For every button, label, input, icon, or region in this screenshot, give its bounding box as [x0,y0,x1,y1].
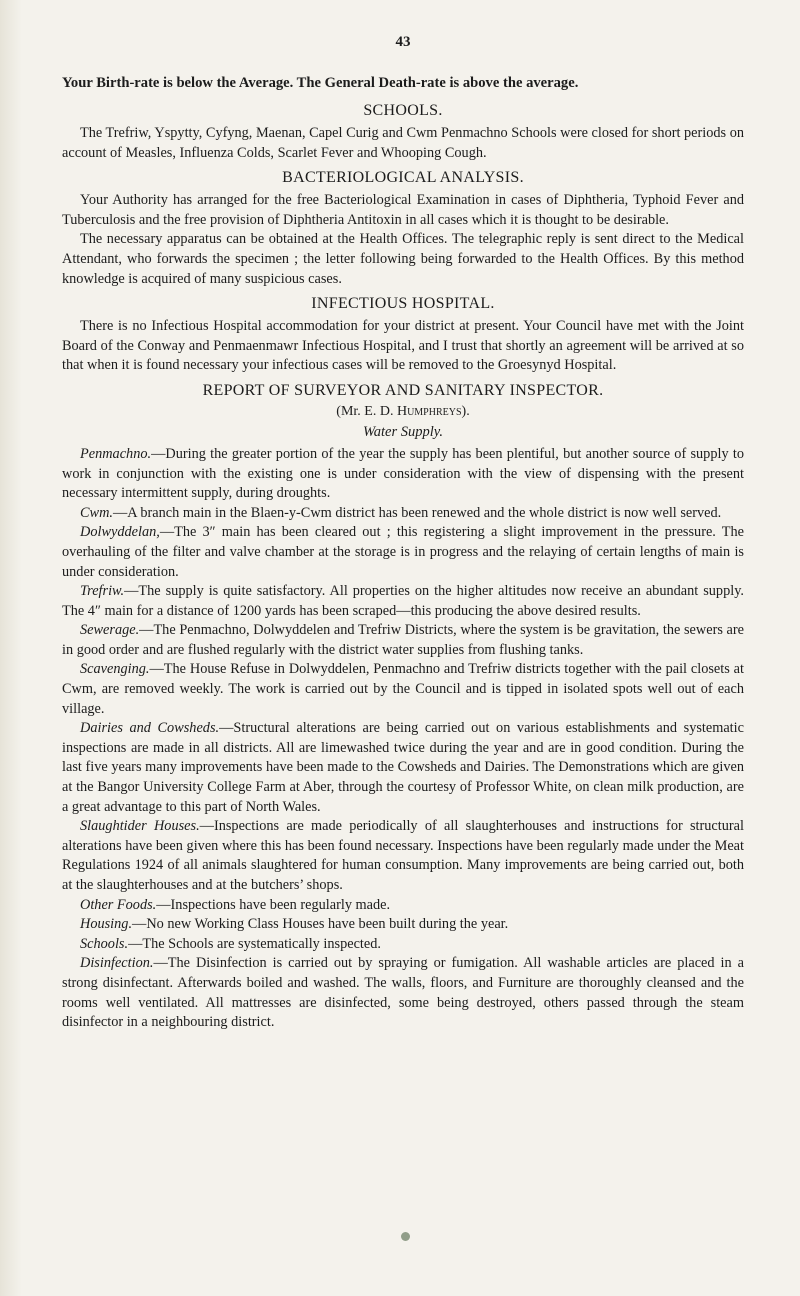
item-text: —The 3″ main has been cleared out ; this registering a slight improvement in the pressure. The overhauling of the filter and valve chamber at the storage is in progress and the relaying of certain lengths of main is under consideration. [62,524,744,580]
item-text: —The Disinfection is carried out by spraying or fumigation. All washable articles are placed in a strong disinfectant. Afterwards boiled and washed. The walls, floors, and Furniture are thoroughly cleansed and the rooms well ventilated. All mattresses are disinfected, some being destroyed, others passed through the steam disinfector in a neighbouring district. [62,955,744,1031]
item-text: —Inspections have been regularly made. [156,896,391,913]
lead-line: Your Birth-rate is below the Average. The General Death-rate is above the average. [62,75,579,91]
water-supply-title: Water Supply. [362,423,444,440]
item-term: Disinfection. [80,955,154,972]
report-item-scavenging [62,660,744,719]
bacteriological-paragraph: The necessary apparatus can be obtained at the Health Offices. The telegraphic reply is sent direct to the Medical Attendant, who forwards the specimen ; the letter following being forwarded to the Health Offices. By this method knowledge is acquired of many suspicious cases. [62,231,744,287]
item-term: Cwm. [80,504,113,521]
item-text: —The supply is quite satisfactory. All properties on the higher altitudes now receive an abundant supply. The 4″ main for a distance of 1200 yards has been scraped—this producing the above desired results. [62,583,744,619]
item-text: —The Schools are systematically inspected. [128,935,381,952]
document-page [62,34,744,1033]
item-term: Schools. [80,935,129,952]
ink-blot-mark [401,1232,410,1241]
item-term: Other Foods. [80,896,157,913]
bacteriological-heading: BACTERIOLOGICAL ANALYSIS. [282,169,524,187]
report-item-dolwyddelan [62,523,744,582]
item-text: —The Penmachno, Dolwyddelen and Trefriw Districts, where the system is be gravitation, the sewers are in good order and are flushed regularly with the district water supplies from flushing tanks. [62,622,744,658]
item-term: Slaughtider Houses. [80,818,200,835]
item-text: —The House Refuse in Dolwyddelen, Penmachno and Trefriw districts together with the pail closets at Cwm, are removed weekly. The work is carried out by the Council and is tipped in isolated spots well out of each village. [62,661,744,717]
report-item-other-foods [62,896,744,916]
item-term: Scavenging. [80,661,150,678]
surveyor-surname: Humphreys [396,403,462,419]
infectious-hospital-paragraph: There is no Infectious Hospital accommodation for your district at present. Your Council have met with the Joint Board of the Conway and Penmaenmawr Infectious Hospital, and I trust that shortly an agreement will be arrived at so that when it is found necessary your infectious cases will be removed to the Groesynyd Hospital. [62,318,744,374]
infectious-hospital-heading: INFECTIOUS HOSPITAL. [311,295,495,313]
page-number: 43 [395,34,411,50]
item-term: Housing. [80,916,133,933]
item-text: —A branch main in the Blaen-y-Cwm district has been renewed and the whole district is now well served. [112,504,722,521]
item-term: Sewerage. [80,622,140,639]
surveyor-suffix: ). [461,403,470,419]
surveyor-report-heading: REPORT OF SURVEYOR AND SANITARY INSPECTOR. [202,381,604,399]
report-item-cwm [62,504,744,524]
schools-paragraph: The Trefriw, Yspytty, Cyfyng, Maenan, Capel Curig and Cwm Penmachno Schools were closed for short periods on account of Measles, Influenza Colds, Scarlet Fever and Whooping Cough. [62,125,744,161]
report-item-sewerage [62,621,744,660]
report-item-dairies [62,719,744,817]
item-text: —During the greater portion of the year the supply has been plentiful, but another source of supply to work in conjunction with the existing one is under consideration with the view of dispensing with the present necessary intermittent supply, during droughts. [62,445,744,502]
item-term: Penmachno. [80,445,152,462]
report-item-slaughterhouses [62,817,744,895]
report-item-penmachno [62,445,744,504]
report-item-schools [62,935,744,955]
item-text: —No new Working Class Houses have been built during the year. [132,916,509,933]
item-term: Dairies and Cowsheds. [80,720,220,737]
surveyor-prefix: (Mr. E. D. [336,403,397,419]
report-item-disinfection [62,954,744,1032]
schools-heading: SCHOOLS. [363,102,443,119]
item-term: Trefriw. [80,583,125,600]
item-text: —Inspections are made periodically of all slaughterhouses and instructions for structural alterations have been given where this has been found necessary. Inspections have been regularly made under the Meat Regulations 1924 of all animals slaughtered for human consumption. Many improvements are being carried out, both at the slaughterhouses and at the butchers’ shops. [62,818,744,893]
surveyor-name-line [62,404,744,420]
page-edge-shadow [0,0,22,1296]
item-term: Dolwyddelan, [80,524,160,541]
item-text: —Structural alterations are being carried out on various establishments and systematic inspections are made in all districts. All are limewashed twice during the year and are in good condition. During the last five years many improvements have been made to the Cowsheds and Dairies. The Demonstrations which are given at the Bangor University College Farm at Aber, through the courtesy of Professor White, on clean milk production, are a great advantage to this part of North Wales. [62,720,744,815]
bacteriological-paragraph: Your Authority has arranged for the free Bacteriological Examination in cases of Diphtheria, Typhoid Fever and Tuberculosis and the free provision of Diphtheria Antitoxin in all cases which it is thought to be desirable. [62,192,744,228]
report-item-housing [62,915,744,935]
report-item-trefriw [62,582,744,621]
